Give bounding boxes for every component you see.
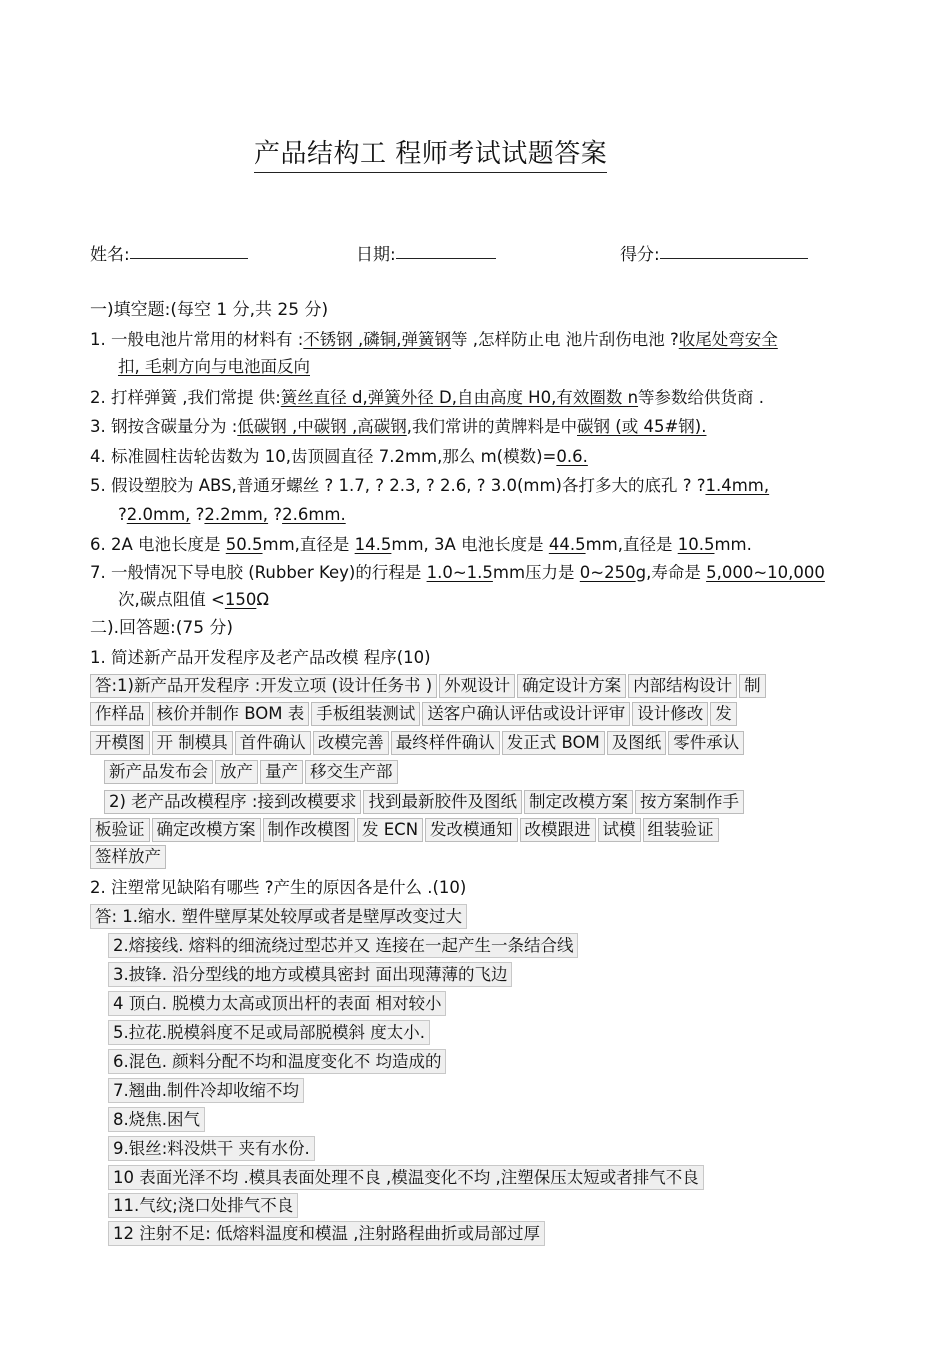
q7-t3: g,寿命是 (635, 563, 707, 582)
a1-row1 (90, 674, 768, 698)
q2-line (90, 388, 764, 408)
flow-step: 改模完善 (313, 731, 389, 755)
flow-step: 内部结构设计 (628, 674, 737, 698)
flow-step: 答:1)新产品开发程序 :开发立项 (设计任务书 ) (90, 674, 437, 698)
q3-text: 3. 钢按含碳量分为 : (90, 417, 238, 436)
defect-item: 10 表面光泽不均 .模具表面处理不良 ,模温变化不均 ,注塑保压太短或者排气不良 (108, 1165, 704, 1190)
q5-sym1: ? (118, 505, 127, 524)
q4-text: 4. 标准圆柱齿轮齿数为 10,齿顶圆直径 7.2mm,那么 m(模数)= (90, 447, 557, 466)
q7-t5: Ω (256, 590, 269, 609)
q4-line (90, 447, 588, 467)
q6-answer4: 10.5 (677, 535, 715, 554)
flow-step: 发改模通知 (425, 818, 518, 842)
a1-row5 (104, 790, 746, 814)
flow-step: 发正式 BOM (502, 731, 605, 755)
defect-item: 12 注射不足: 低熔料温度和模温 ,注射路程曲折或局部过厚 (108, 1221, 545, 1246)
score-label: 得分: (620, 245, 660, 265)
q5-line2 (118, 505, 346, 525)
q6-t4: mm,直径是 (585, 535, 678, 554)
q5-answer4: 2.6mm. (282, 505, 346, 524)
date-field[interactable] (356, 240, 396, 265)
s2-q1: 1. 简述新产品开发程序及老产品改模 程序(10) (90, 648, 431, 667)
q5-line (90, 476, 769, 496)
q2-text: 2. 打样弹簧 ,我们常提 供: (90, 388, 281, 407)
q6-t1: 6. 2A 电池长度是 (90, 535, 226, 554)
flow-step: 量产 (260, 760, 303, 784)
flow-step: 发 ECN (357, 818, 423, 842)
defect-item: 9.银丝:料没烘干 夹有水份. (108, 1136, 315, 1161)
name-label: 姓名: (90, 245, 130, 265)
flow-step: 制作改模图 (263, 818, 356, 842)
flow-step: 外观设计 (439, 674, 515, 698)
s2-q2: 2. 注塑常见缺陷有哪些 ?产生的原因各是什么 .(10) (90, 878, 467, 897)
q5-sym2: ? (190, 505, 205, 524)
q6-line (90, 535, 752, 555)
flow-step: 找到最新胶件及图纸 (363, 790, 522, 814)
q7-line (90, 563, 825, 583)
score-field[interactable] (620, 240, 660, 265)
defect-item: 6.混色. 颜料分配不均和温度变化不 均造成的 (108, 1049, 446, 1074)
flow-step: 移交生产部 (305, 760, 398, 784)
flow-step: 开模图 (90, 731, 150, 755)
q1-text2: 等 ,怎样防止电 池片刮伤电池 ? (451, 330, 679, 349)
flow-step: 试模 (598, 818, 641, 842)
flow-step: 确定设计方案 (517, 674, 626, 698)
flow-step: 最终样件确认 (391, 731, 500, 755)
defect-item: 8.烧焦.困气 (108, 1107, 205, 1132)
name-field[interactable] (90, 240, 130, 265)
q1-text: 1. 一般电池片常用的材料有 : (90, 330, 304, 349)
defect-item: 2.熔接线. 熔料的细流绕过型芯并又 连接在一起产生一条结合线 (108, 933, 578, 958)
q6-t2: mm,直径是 (262, 535, 355, 554)
a1-row4 (104, 760, 400, 784)
score-blank[interactable] (660, 240, 808, 259)
q7-answer4: 150 (224, 590, 257, 609)
q7-answer3: 5,000~10,000 (706, 563, 825, 582)
flow-step: 改模跟进 (520, 818, 596, 842)
q4-answer: 0.6. (556, 447, 588, 466)
header-fields (90, 240, 870, 270)
flow-step: 发 (710, 702, 737, 726)
flow-step: 作样品 (90, 702, 150, 726)
date-blank[interactable] (396, 240, 496, 259)
section1-heading: 一)填空题:(每空 1 分,共 25 分) (90, 300, 329, 320)
q7-line2 (118, 590, 269, 610)
q6-t3: mm, 3A 电池长度是 (391, 535, 549, 554)
q1-line (90, 330, 778, 350)
flow-step: 制 (739, 674, 766, 698)
name-blank[interactable] (130, 240, 248, 259)
section2-heading: 二).回答题:(75 分) (90, 618, 234, 638)
defect-item: 4 顶白. 脱模力太高或顶出杆的表面 相对较小 (108, 991, 446, 1016)
q7-answer2: 0~250 (579, 563, 636, 582)
q6-answer2: 14.5 (354, 535, 392, 554)
flow-step: 送客户确认评估或设计评审 (422, 702, 630, 726)
defect-item: 3.披锋. 沿分型线的地方或模具密封 面出现薄薄的飞边 (108, 962, 512, 987)
flow-step: 设计修改 (632, 702, 708, 726)
a1-row7 (90, 845, 168, 869)
flow-step: 新产品发布会 (104, 760, 213, 784)
q6-t5: mm. (714, 535, 752, 554)
flow-step: 核价并制作 BOM 表 (152, 702, 310, 726)
q7-t1: 7. 一般情况下导电胶 (Rubber Key)的行程是 (90, 563, 427, 582)
q3-text2: ,我们常讲的黄牌料是中 (406, 417, 578, 436)
flow-step: 首件确认 (235, 731, 311, 755)
q5-answer2: 2.0mm, (126, 505, 191, 524)
flow-step: 制定改模方案 (524, 790, 633, 814)
q5-answer1: 1.4mm, (705, 476, 770, 495)
defect-item: 5.拉花.脱模斜度不足或局部脱模斜 度太小. (108, 1020, 430, 1045)
a1-row3 (90, 731, 746, 755)
page-title: 产品结构工 程师考试试题答案 (254, 133, 607, 173)
date-label: 日期: (356, 245, 396, 265)
q6-answer3: 44.5 (548, 535, 586, 554)
q3-answer2: 碳钢 (或 45#钢). (577, 417, 707, 436)
a1-row2 (90, 702, 739, 726)
q5-sym3: ? (268, 505, 283, 524)
flow-step: 确定改模方案 (152, 818, 261, 842)
q2-text2: 等参数给供货商 . (638, 388, 765, 407)
flow-step: 组装验证 (643, 818, 719, 842)
flow-step: 板验证 (90, 818, 150, 842)
flow-step: 2) 老产品改模程序 :接到改模要求 (104, 790, 361, 814)
q1-answer2: 收尾处弯安全 (678, 330, 778, 349)
flow-step: 放产 (215, 760, 258, 784)
defect-item: 7.翘曲.制件冷却收缩不均 (108, 1078, 304, 1103)
q1-answer2-cont: 扣, 毛刺方向与电池面反向 (118, 357, 310, 376)
a1-row6 (90, 818, 721, 842)
flow-step: 签样放产 (90, 845, 166, 869)
q7-t2: mm压力是 (492, 563, 580, 582)
flow-step: 零件承认 (668, 731, 744, 755)
q5-text: 5. 假设塑胶为 ABS,普通牙螺丝 ? 1.7, ? 2.3, ? 2.6, ? 3.0(mm)各打多大的底孔 ? ? (90, 476, 706, 495)
q2-answer: 簧丝直径 d,弹簧外径 D,自由高度 H0,有效圈数 n (280, 388, 639, 407)
defect-item: 11.气纹;浇口处排气不良 (108, 1193, 298, 1218)
flow-step: 及图纸 (607, 731, 667, 755)
q7-answer1: 1.0~1.5 (426, 563, 493, 582)
q1-answer1: 不锈钢 ,磷铜,弹簧钢 (303, 330, 452, 349)
q5-answer3: 2.2mm, (204, 505, 269, 524)
q6-answer1: 50.5 (225, 535, 263, 554)
flow-step: 开 制模具 (152, 731, 233, 755)
flow-step: 手板组装测试 (311, 702, 420, 726)
q3-line (90, 417, 706, 437)
q7-t4: 次,碳点阻值 < (118, 590, 225, 609)
q1-line2 (118, 357, 310, 377)
flow-step: 按方案制作手 (635, 790, 744, 814)
defect-item: 答: 1.缩水. 塑件壁厚某处较厚或者是壁厚改变过大 (90, 904, 467, 929)
q3-answer1: 低碳钢 ,中碳钢 ,高碳钢 (237, 417, 407, 436)
